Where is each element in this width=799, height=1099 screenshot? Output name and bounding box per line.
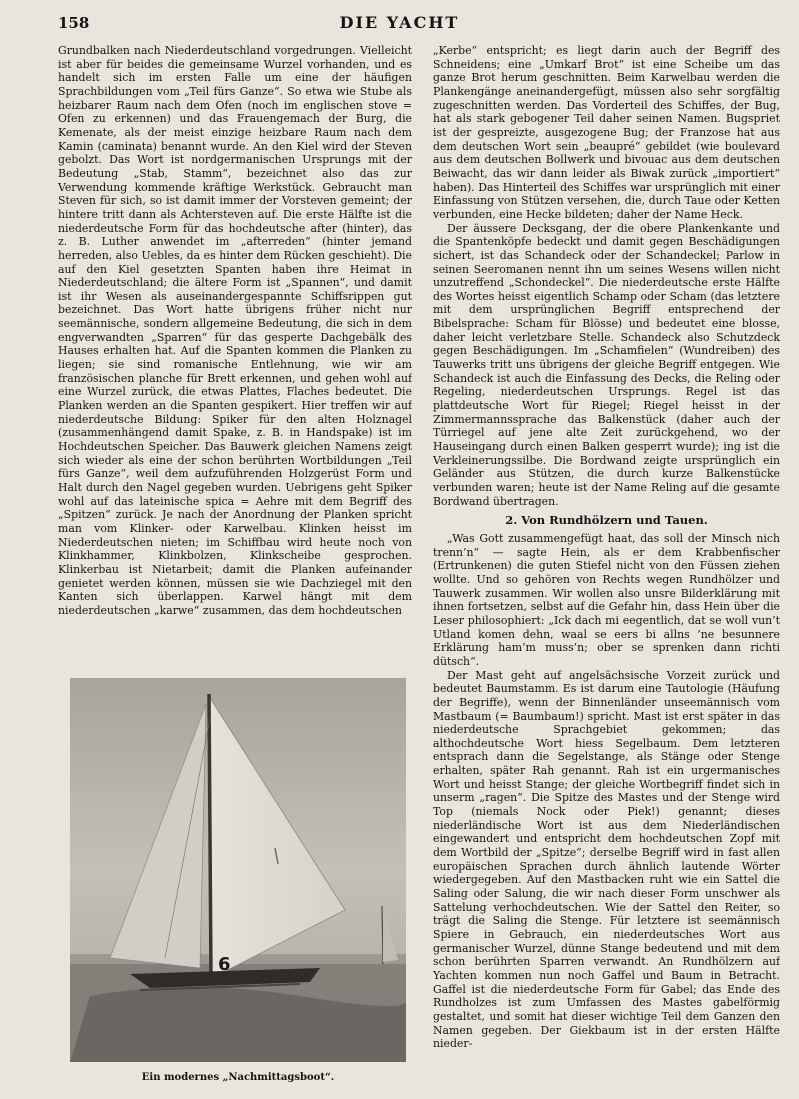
sailboat-photo	[70, 678, 406, 1062]
right-paragraph: Der äussere Decksgang, der die obere Plankenkante und die Spantenköpfe bedeckt und damit gegen Beschädigungen sichert, ist das Schandeck oder der Schandeckel; Parlow in seinen Seeromanen nennt ihn um seines Wesens willen nicht unzutreffend „Schondeckel“. Die niederdeutsche erste Hälfte des Wortes heisst eigentlich Schamp oder Scham (das letztere mit dem ursprünglichen Begriff entsprechend der Bibelsprache: Scham für Blösse) und bedeutet eine blosse, daher leicht verletzbare Stelle. Schandeck also Schutzdeck gegen Beschädigungen. Im „Schamfielen“ (Wundreiben) des Tauwerks tritt uns übrigens der gleiche Begriff entgegen. Wie Schandeck ist auch die Einfassung des Decks, die Reling oder Regeling, niederdeutschen Ursprungs. Regel ist das plattdeutsche Wort für Riegel; Riegel heisst in der Zimmermannssprache das Balkenstück (daher auch der Türriegel auf jene alte Zeit zurückgehend, wo der Hauseingang durch einen Balken gesperrt wurde); ing ist die Verkleinerungssilbe. Die Bordwand zeigte ursprünglich ein Geländer aus Stützen, die durch kurze Balkenstücke verbunden waren; heute ist der Name Reling auf die gesamte Bordwand übertragen.	[433, 221, 780, 508]
running-head-title: DIE YACHT	[339, 13, 460, 32]
left-column	[58, 44, 412, 674]
page-number: 158	[58, 14, 90, 32]
right-paragraph: „Kerbe“ entspricht; es liegt darin auch der Begriff des Schneidens; eine „Umkarf Brot“ ist eine Scheibe um das ganze Brot herum geschnitten. Beim Karwelbau werden die Plankengänge aneinandergefügt, müssen also sehr sorgfältig zugeschnitten werden. Das Vorderteil des Schiffes, der Bug, hat als stark gebogener Teil daher seinen Namen. Bugspriet ist der gespreizte, ausgezogene Bug; der Franzose hat aus dem deutschen Wort sein „beaupré“ gebildet (wie boulevard aus dem deutschen Bollwerk und bivouac aus dem deutschen Beiwacht, das wir dann leider als Biwak zurück „importiert“ haben). Das Hinterteil des Schiffes war ursprünglich mit einer Einfassung von Stützen versehen, die, durch Taue oder Ketten verbunden, eine Hecke bildeten; daher der Name Heck.	[433, 44, 780, 221]
right-paragraph: „Was Gott zusammengefügt haat, das soll der Minsch nich trenn’n“ — sagte Hein, als er dem Krabbenfischer (Ertrunkenen) die guten Stiefel nicht von den Füssen ziehen wollte. Und so gehören von Rechts wegen Rundhölzer und Tauwerk zusammen. Wir wollen also unsre Bilderklärung mit ihnen fortsetzen, selbst auf die Gefahr hin, dass Hein über die Leser philosophiert: „Ick dach mi eegentlich, dat se woll vun’t Utland komen dehn, waal se eers bi allns ’ne besunnere Erklärung ham’m muss’n; ober se sprenken dann richti dütsch“.	[433, 531, 780, 668]
section-heading: 2. Von Rundhölzern und Tauen.	[505, 513, 708, 528]
left-paragraph: Grundbalken nach Niederdeutschland vorgedrungen. Vielleicht ist aber für beides die gemeinsame Wurzel vorhanden, und es handelt sich im ersten Falle um eine der häufigen Sprachbildungen vom „Teil fürs Ganze“. So etwa wie Stube als heizbarer Raum nach dem Ofen (noch im englischen stove = Ofen zu erkennen) und das Frauengemach der Burg, die Kemenate, als der meist einzige heizbare Raum nach dem Kamin (caminata) benannt wurde. An den Kiel wird der Steven gebolzt. Das Wort ist nordgermanischen Ursprungs mit der Bedeutung „Stab, Stamm“, bezeichnet also das zur Verwendung kommende kräftige Werkstück. Gebraucht man Steven für sich, so ist damit immer der Vorsteven gemeint; der hintere tritt dann als Achtersteven auf. Die erste Hälfte ist die niederdeutsche Form für das hochdeutsche after (hinter), das z. B. Luther anwendet im „afterreden“ (hinter jemand herreden, also Uebles, da es hinter dem Rücken geschieht). Die auf den Kiel gesetzten Spanten haben ihre Heimat in Niederdeutschland; die ältere Form ist „Spannen“, und damit ist ihr Wesen als auseinandergespannte Schiffsrippen gut bezeichnet. Das Wort hatte übrigens früher nicht nur seemännische, sondern allgemeine Bedeutung, die sich in dem engverwandten „Sparren“ für das gesperte Dachgebälk des Hauses erhalten hat. Auf die Spanten kommen die Planken zu liegen; sie sind romanische Entlehnung, wie wir am französischen planche für Brett erkennen, und gehen wohl auf eine Wurzel zurück, die etwas Plattes, Flaches bedeutet. Die Planken werden an die Spanten gespikert. Hier treffen wir auf niederdeutsche Bildung: Spiker für den alten Holznagel (zusammenhängend damit Spake, z. B. in Handspake) ist im Hochdeutschen Speicher. Das Bauwerk gleichen Namens zeigt sich wieder als eine der schon berührten Wortbildungen „Teil fürs Ganze“, weil dem aufzuführenden Holzgerüst Form und Halt durch den Nagel gegeben wurden. Uebrigens geht Spiker wohl auf das lateinische spica = Aehre mit dem Begriff des „Spitzen“ zurück. Je nach der Anordnung der Planken spricht man vom Klinker- oder Karwelbau. Klinken heisst im Niederdeutschen nieten; im Schiffbau wird heute noch von Klinkhammer, Klinkbolzen, Klinkscheibe gesprochen. Klinkerbau ist Nietarbeit; damit die Planken aufeinander genietet werden können, müssen sie wie Dachziegel mit den Kanten sich überlappen. Karwel hängt mit dem niederdeutschen „karwe“ zusammen, das dem hochdeutschen	[58, 44, 412, 617]
right-paragraph: Der Mast geht auf angelsächsische Vorzeit zurück und bedeutet Baumstamm. Es ist darum eine Tautologie (Häufung der Begriffe), wenn der Binnenländer unseemännisch vom Mastbaum (= Baumbaum!) spricht. Mast ist erst später in das niederdeutsche Sprachgebiet gekommen; das althochdeutsche Wort hiess Segelbaum. Dem letzteren entsprach dann die Segelstange, als Stänge oder Stenge erhalten, später Rah genannt. Rah ist ein urgermanisches Wort und heisst Stange; der gleiche Wortbegriff findet sich in unserm „ragen“. Die Spitze des Mastes und der Stenge wird Top (niemals Nock oder Piek!) genannt; dieses niederländische Wort ist aus dem Niederländischen eingewandert und entspricht dem hochdeutschen Zopf mit dem Wortbild der „Spitze“; derselbe Begriff wird in fast allen europäischen Sprachen durch ähnlich lautende Wörter wiedergegeben. Auf den Mastbacken ruht wie ein Sattel die Saling oder Salung, die wir nach dieser Form unschwer als Sattelung verhochdeutschen. Wie der Sattel den Reiter, so trägt die Saling die Stenge. Für letztere ist seemännisch Spiere in Gebrauch, ein niederdeutsches Wort aus germanischer Wurzel, dünne Stange bedeutend und mit dem schon berührten Sparren verwandt. An Rundhölzern auf Yachten kommen nun noch Gaffel und Baum in Betracht. Gaffel ist die niederdeutsche Form für Gabel; das Ende des Rundholzes ist zum Umfassen des Mastes gabelförmig gestaltet, und somit hat dieser wichtige Teil dem Ganzen den Namen gegeben. Der Giekbaum ist in der ersten Hälfte nieder-	[433, 668, 780, 1051]
right-column	[433, 44, 780, 1084]
sail-number-label: 6	[218, 954, 231, 975]
figure-caption: Ein modernes „Nachmittagsboot“.	[141, 1072, 335, 1083]
